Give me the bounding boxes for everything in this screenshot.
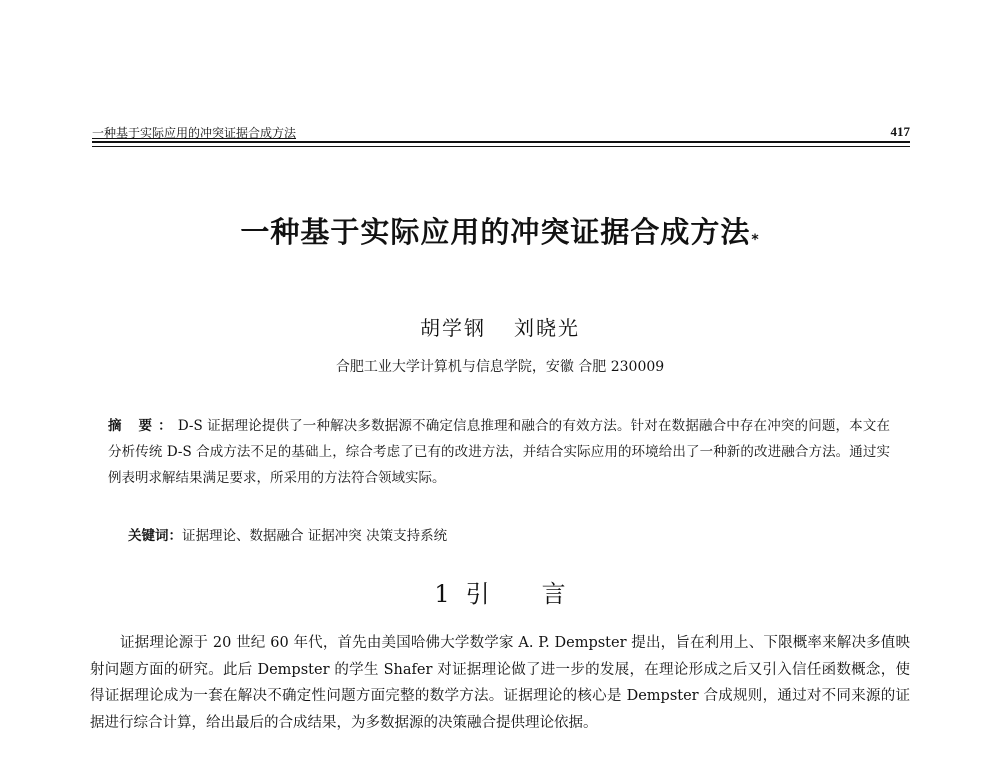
author-name: 刘晓光 — [514, 316, 580, 340]
header-rule-thick — [92, 141, 910, 143]
page-number: 417 — [890, 124, 910, 139]
running-head-title: 一种基于实际应用的冲突证据合成方法 — [92, 126, 297, 140]
author-list — [0, 312, 1000, 341]
abstract-text: D-S 证据理论提供了一种解决多数据源不确定信息推理和融合的有效方法。针对在数据融合中存在冲突的问题，本文在分析传统 D-S 合成方法不足的基础上，综合考虑了已有的改进方法，并结合实际应用的环境给出了一种新的改进融合方法。通过实例表明求解结果满足要求，所采用的方法符合领域实际。 — [108, 418, 890, 486]
body-paragraph: 证据理论源于 20 世纪 60 年代，首先由美国哈佛大学数学家 A. P. Dempster 提出，旨在利用上、下限概率来解决多值映射问题方面的研究。此后 Dempster 的学生 Shafer 对证据理论做了进一步的发展，在理论形成之后又引入信任函数概念，使得证据理论成为一套在解决不确定性问题方面完整的数学方法。证据理论的核心是 Dempster 合成规则，通过对不同来源的证据进行综合计算，给出最后的合成结果，为多数据源的决策融合提供理论依据。 — [90, 635, 910, 731]
paper-title — [0, 210, 1000, 251]
paper-title-text: 一种基于实际应用的冲突证据合成方法 — [240, 215, 751, 249]
header-rule-thin — [92, 146, 910, 147]
abstract — [108, 413, 890, 491]
affiliation: 合肥工业大学计算机与信息学院，安徽 合肥 230009 — [335, 359, 665, 375]
keywords-text: 证据理论、数据融合 证据冲突 决策支持系统 — [182, 528, 448, 544]
running-head — [92, 120, 910, 142]
section-heading — [0, 574, 1000, 609]
section-number: 1 — [434, 580, 450, 608]
section-title-part2: 言 — [541, 580, 566, 608]
keywords-label: 关键词： — [128, 528, 182, 544]
abstract-label: 摘 要： — [108, 418, 178, 434]
author-name: 胡学钢 — [420, 316, 486, 340]
section-title-part1: 引 — [465, 580, 490, 608]
title-footnote-mark: * — [751, 232, 760, 248]
keywords — [128, 524, 888, 544]
